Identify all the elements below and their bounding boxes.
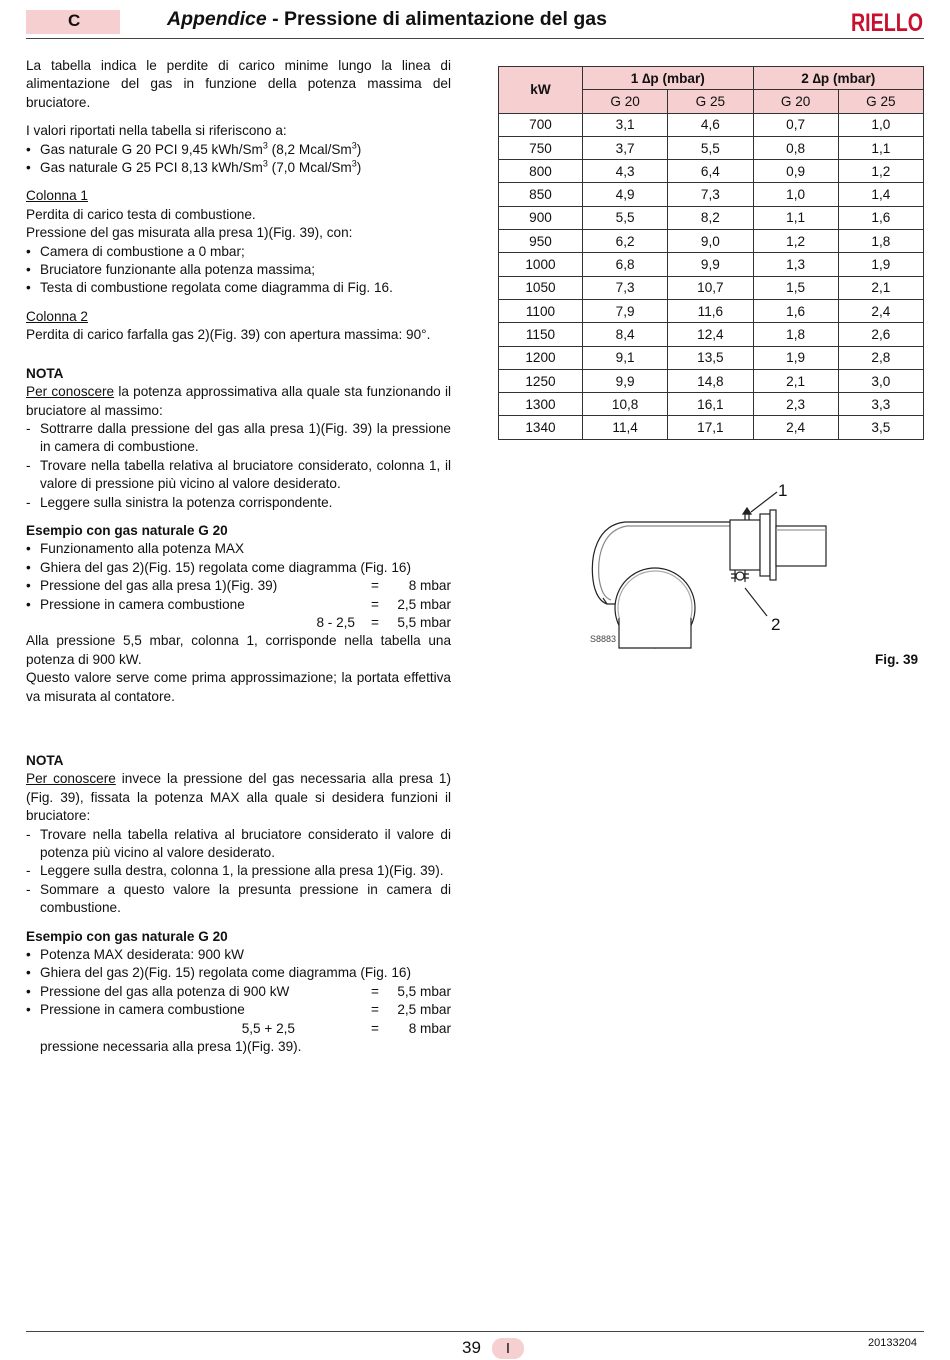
column2-line1: Perdita di carico farfalla gas 2)(Fig. 39) con apertura massima: 90°. <box>26 327 431 343</box>
example1-bullet: • Pressione in camera combustione = 2,5 mbar <box>26 596 451 612</box>
burner-drawing <box>592 492 826 648</box>
header-column1: 1 ∆p (mbar) <box>583 67 754 90</box>
subheader-g25: G 25 <box>668 90 753 113</box>
power-cell: 750 <box>499 136 583 159</box>
table-row <box>499 323 924 346</box>
power-cell: 1100 <box>499 299 583 322</box>
column1-line2: Pressione del gas misurata alla presa 1)(Fig. 39), con: <box>26 225 353 241</box>
pressure-cell: 1,6 <box>753 299 838 322</box>
subheader-g20: G 20 <box>583 90 668 113</box>
nota1-step: - Trovare nella tabella relativa al bruciatore considerato, colonna 1, il valore di pressione più vicino al valore desiderato. <box>26 457 451 492</box>
pressure-cell: 17,1 <box>668 416 753 439</box>
pressure-cell: 7,3 <box>583 276 668 299</box>
pressure-cell: 2,1 <box>753 369 838 392</box>
flange-plate <box>760 514 770 576</box>
pressure-cell: 1,6 <box>838 206 923 229</box>
pressure-cell: 1,9 <box>753 346 838 369</box>
subheader-g25: G 25 <box>838 90 923 113</box>
table-row <box>499 393 924 416</box>
pressure-cell: 11,4 <box>583 416 668 439</box>
pressure-cell: 13,5 <box>668 346 753 369</box>
document-code: 20133204 <box>868 1337 917 1349</box>
figure-caption: Fig. 39 <box>875 652 919 667</box>
example2-calc: 5,5 + 2,5 = 8 mbar <box>241 1020 451 1036</box>
pressure-cell: 2,8 <box>838 346 923 369</box>
nota1-step: - Sottrarre dalla pressione del gas alla presa 1)(Fig. 39) la pressione in camera di combustione. <box>26 420 451 455</box>
table-row <box>499 113 924 136</box>
pressure-cell: 1,1 <box>753 206 838 229</box>
power-cell: 1340 <box>499 416 583 439</box>
gas-g20-item: • Gas naturale G 20 PCI 9,45 kWh/Sm$^3$ (8,2 Mcal/Sm$^3$) <box>26 140 362 157</box>
table-row <box>499 183 924 206</box>
subheader-g20: G 20 <box>753 90 838 113</box>
page-title-rest: - Pressione di alimentazione del gas <box>266 8 607 30</box>
pressure-cell: 2,1 <box>838 276 923 299</box>
burner-diagram <box>585 470 865 650</box>
leader-line-2 <box>745 588 767 616</box>
page-title-italic: Appendice <box>167 8 267 30</box>
pressure-cell: 10,7 <box>668 276 753 299</box>
pressure-cell: 2,3 <box>753 393 838 416</box>
riello-logo <box>850 4 924 38</box>
pressure-cell: 2,4 <box>838 299 923 322</box>
power-cell: 1150 <box>499 323 583 346</box>
power-cell: 1050 <box>499 276 583 299</box>
pressure-cell: 1,5 <box>753 276 838 299</box>
table-row <box>499 160 924 183</box>
power-cell: 700 <box>499 113 583 136</box>
table-body <box>499 113 924 439</box>
pressure-cell: 1,9 <box>838 253 923 276</box>
reference-intro: I valori riportati nella tabella si riferiscono a: <box>26 123 287 139</box>
pressure-cell: 1,8 <box>753 323 838 346</box>
pressure-cell: 3,5 <box>838 416 923 439</box>
nota2-step: - Trovare nella tabella relativa al bruciatore considerato il valore di potenza più vicino al valore desiderato. <box>26 826 451 861</box>
table-row <box>499 230 924 253</box>
pressure-cell: 3,1 <box>583 113 668 136</box>
table-row <box>499 276 924 299</box>
callout-2: 2 <box>771 615 781 634</box>
nota2-step: - Sommare a questo valore la presunta pressione in camera di combustione. <box>26 881 451 916</box>
drawing-code: S8883 <box>590 634 617 644</box>
pressure-cell: 1,0 <box>753 183 838 206</box>
power-cell: 900 <box>499 206 583 229</box>
pressure-cell: 10,8 <box>583 393 668 416</box>
pressure-cell: 3,7 <box>583 136 668 159</box>
section-badge <box>26 10 120 34</box>
pressure-cell: 9,9 <box>668 253 753 276</box>
pressure-cell: 0,8 <box>753 136 838 159</box>
example2-bullet: • Pressione del gas alla potenza di 900 kW = 5,5 mbar <box>26 983 451 999</box>
power-cell: 800 <box>499 160 583 183</box>
table-row <box>499 253 924 276</box>
nota1-paragraph: Per conoscere la potenza approssimativa alla quale sta funzionando il bruciatore al massimo: <box>26 384 451 418</box>
header-kw: kW <box>499 67 583 114</box>
pressure-test-cap <box>743 508 751 514</box>
table-row <box>499 136 924 159</box>
pressure-cell: 1,2 <box>753 230 838 253</box>
column1-line1: Perdita di carico testa di combustione. <box>26 206 256 222</box>
table-row <box>499 299 924 322</box>
example1-note: Questo valore serve come prima approssimazione; la portata effettiva va misurata al contatore. <box>26 670 451 704</box>
pressure-cell: 4,9 <box>583 183 668 206</box>
header-column2: 2 ∆p (mbar) <box>753 67 924 90</box>
pressure-cell: 9,0 <box>668 230 753 253</box>
example2-final: pressione necessaria alla presa 1)(Fig. 39). <box>40 1039 302 1055</box>
power-cell: 950 <box>499 230 583 253</box>
butterfly-valve <box>736 572 744 580</box>
pressure-cell: 1,3 <box>753 253 838 276</box>
power-cell: 1250 <box>499 369 583 392</box>
page-title <box>167 8 607 31</box>
footer-divider <box>26 1331 924 1332</box>
example1-bullet: • Funzionamento alla potenza MAX <box>26 541 245 557</box>
pressure-cell: 14,8 <box>668 369 753 392</box>
power-cell: 1300 <box>499 393 583 416</box>
column1-bullet: • Testa di combustione regolata come diagramma di Fig. 16. <box>26 280 393 296</box>
pressure-cell: 7,3 <box>668 183 753 206</box>
column2-title: Colonna 2 <box>26 308 88 324</box>
pressure-cell: 0,7 <box>753 113 838 136</box>
example2-bullet: • Potenza MAX desiderata: 900 kW <box>26 947 245 963</box>
example2-bullet: • Ghiera del gas 2)(Fig. 15) regolata come diagramma (Fig. 16) <box>26 965 411 981</box>
table-row <box>499 346 924 369</box>
pressure-cell: 1,0 <box>838 113 923 136</box>
pressure-cell: 4,6 <box>668 113 753 136</box>
pressure-cell: 1,8 <box>838 230 923 253</box>
column1-bullet: • Camera di combustione a 0 mbar; <box>26 243 245 259</box>
gas-g25-item: • Gas naturale G 25 PCI 8,13 kWh/Sm$^3$ (7,0 Mcal/Sm$^3$) <box>26 158 362 176</box>
example2-bullet: • Pressione in camera combustione = 2,5 mbar <box>26 1002 451 1018</box>
nota1-step: - Leggere sulla sinistra la potenza corrispondente. <box>26 494 333 510</box>
pressure-cell: 0,9 <box>753 160 838 183</box>
pressure-cell: 7,9 <box>583 299 668 322</box>
header-divider <box>26 38 924 39</box>
leader-line-1 <box>751 492 777 512</box>
blast-tube <box>776 526 826 566</box>
section-letter: C <box>68 11 81 30</box>
nota2-paragraph: Per conoscere invece la pressione del gas necessaria alla presa 1)(Fig. 39), fissata la potenza MAX alla quale si desidera funzioni il bruciatore: <box>26 771 452 824</box>
power-cell: 1200 <box>499 346 583 369</box>
pressure-cell: 8,4 <box>583 323 668 346</box>
pressure-cell: 8,2 <box>668 206 753 229</box>
example1-title: Esempio con gas naturale G 20 <box>26 522 228 538</box>
language-badge: I <box>492 1338 524 1359</box>
pressure-cell: 6,4 <box>668 160 753 183</box>
power-cell: 850 <box>499 183 583 206</box>
example1-result: Alla pressione 5,5 mbar, colonna 1, corrisponde nella tabella una potenza di 900 kW. <box>26 633 451 667</box>
pressure-loss-table <box>498 66 924 440</box>
pressure-cell: 6,8 <box>583 253 668 276</box>
logo-text: RIELLO <box>851 9 923 37</box>
power-cell: 1000 <box>499 253 583 276</box>
example1-bullet: • Pressione del gas alla presa 1)(Fig. 39) = 8 mbar <box>26 578 451 594</box>
flange-body <box>730 520 760 570</box>
pressure-cell: 6,2 <box>583 230 668 253</box>
pressure-cell: 1,4 <box>838 183 923 206</box>
pressure-cell: 4,3 <box>583 160 668 183</box>
pressure-cell: 5,5 <box>583 206 668 229</box>
pressure-cell: 11,6 <box>668 299 753 322</box>
example1-bullet: • Ghiera del gas 2)(Fig. 15) regolata come diagramma (Fig. 16) <box>26 559 411 575</box>
pressure-cell: 1,1 <box>838 136 923 159</box>
pressure-cell: 2,4 <box>753 416 838 439</box>
column1-title: Colonna 1 <box>26 188 88 204</box>
example2-title: Esempio con gas naturale G 20 <box>26 928 228 944</box>
nota1-title: NOTA <box>26 365 64 381</box>
flange-ring <box>770 510 776 580</box>
pressure-cell: 9,9 <box>583 369 668 392</box>
column1-bullet: • Bruciatore funzionante alla potenza massima; <box>26 262 316 278</box>
example1-calc: 8 - 2,5 = 5,5 mbar <box>316 614 451 630</box>
page-number: 39 <box>462 1338 481 1357</box>
nota2-step: - Leggere sulla destra, colonna 1, la pressione alla presa 1)(Fig. 39). <box>26 863 444 879</box>
pressure-cell: 16,1 <box>668 393 753 416</box>
text-column-top <box>26 57 451 706</box>
motor-base <box>619 618 691 648</box>
pressure-cell: 3,0 <box>838 369 923 392</box>
pressure-cell: 5,5 <box>668 136 753 159</box>
table-row <box>499 369 924 392</box>
table-row <box>499 206 924 229</box>
pressure-cell: 1,2 <box>838 160 923 183</box>
pressure-cell: 2,6 <box>838 323 923 346</box>
pressure-cell: 9,1 <box>583 346 668 369</box>
table-row <box>499 416 924 439</box>
callout-1: 1 <box>778 481 788 500</box>
intro-paragraph: La tabella indica le perdite di carico minime lungo la linea di alimentazione del gas in funzione della potenza massima del bruciatore. <box>26 58 451 110</box>
nota2-title: NOTA <box>26 753 64 768</box>
pressure-test-point <box>745 514 749 520</box>
pressure-cell: 3,3 <box>838 393 923 416</box>
pressure-cell: 12,4 <box>668 323 753 346</box>
text-column-bottom <box>26 752 451 1057</box>
